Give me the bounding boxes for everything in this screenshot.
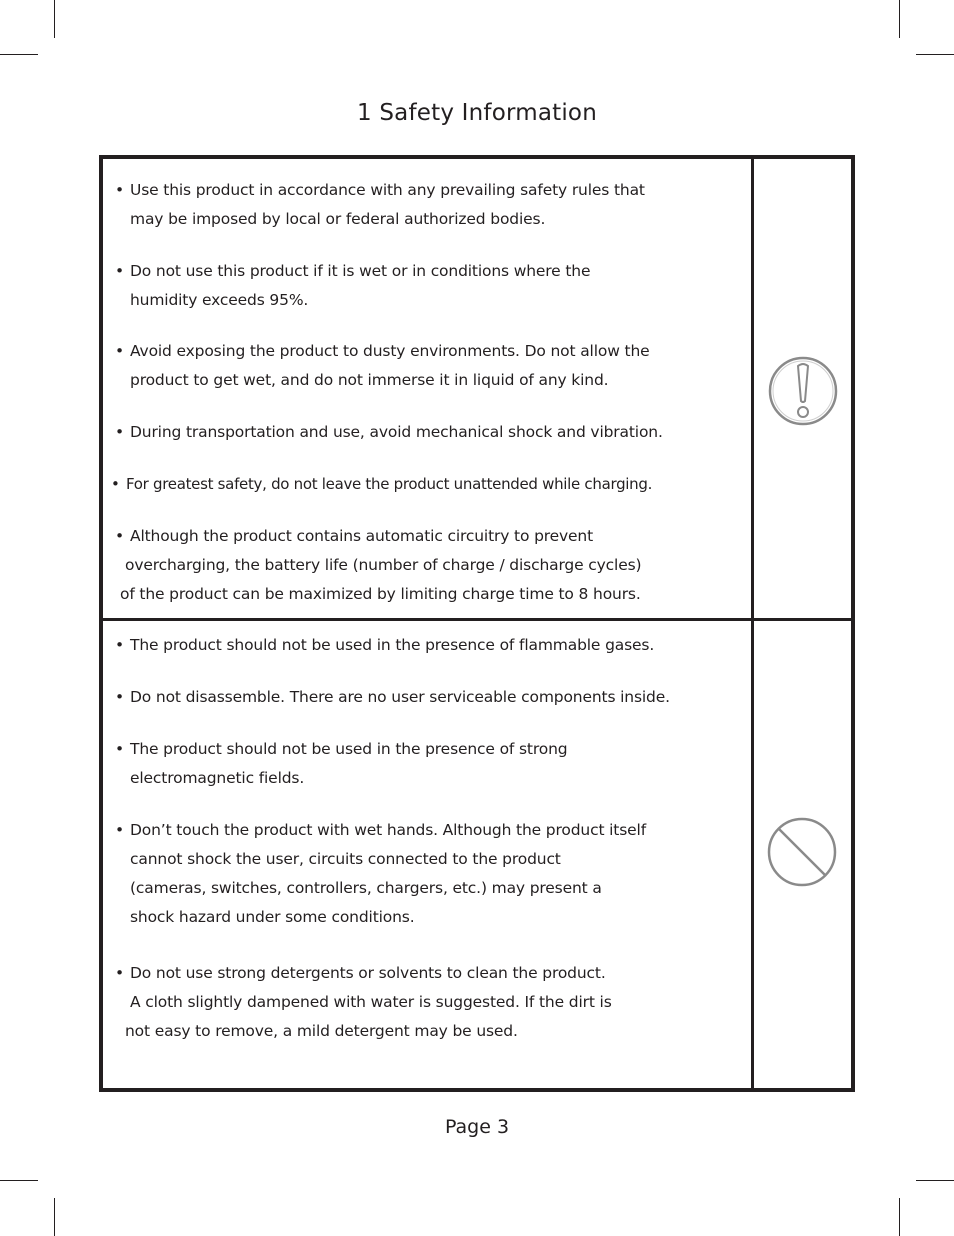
prohibition-list bbox=[103, 621, 749, 1088]
crop-mark bbox=[916, 1180, 954, 1181]
page-title: 1 Safety Information bbox=[357, 100, 597, 126]
list-item: • Do not disassemble. There are no user serviceable components inside. bbox=[115, 683, 670, 712]
crop-mark bbox=[916, 54, 954, 55]
caution-icon-cell bbox=[754, 159, 851, 618]
list-item: • For greatest safety, do not leave the product unattended while charging. bbox=[111, 470, 652, 499]
list-item: • Avoid exposing the product to dusty environments. Do not allow the product to get wet, and do not immerse it in liquid of any kind. bbox=[115, 337, 650, 395]
safety-table bbox=[99, 155, 855, 1092]
list-item: • Do not use this product if it is wet or in conditions where the humidity exceeds 95%. bbox=[115, 257, 590, 315]
crop-mark bbox=[54, 1198, 55, 1236]
crop-mark bbox=[899, 0, 900, 38]
list-item: • Although the product contains automatic circuitry to prevent overcharging, the battery life (number of charge / discharge cycles) of the product can be maximized by limiting charge time to 8 hours. bbox=[115, 522, 641, 609]
caution-section bbox=[103, 159, 851, 621]
crop-mark bbox=[0, 1180, 38, 1181]
crop-mark bbox=[54, 0, 55, 38]
list-item: • Use this product in accordance with any prevailing safety rules that may be imposed by local or federal authorized bodies. bbox=[115, 176, 645, 234]
list-item: • Don’t touch the product with wet hands. Although the product itself cannot shock the user, circuits connected to the product (cameras, switches, controllers, chargers, etc.) may present a shock hazard under some conditions. bbox=[115, 816, 646, 932]
prohibition-section bbox=[103, 621, 851, 1088]
list-item: • The product should not be used in the presence of flammable gases. bbox=[115, 631, 654, 660]
list-item: • Do not use strong detergents or solvents to clean the product. A cloth slightly dampened with water is suggested. If the dirt is not easy to remove, a mild detergent may be used. bbox=[115, 959, 612, 1046]
crop-mark bbox=[0, 54, 38, 55]
prohibition-icon-cell bbox=[754, 621, 851, 1088]
crop-mark bbox=[899, 1198, 900, 1236]
exclamation-circle-icon bbox=[767, 355, 839, 427]
caution-list bbox=[103, 159, 749, 618]
page-number: Page 3 bbox=[444, 1116, 510, 1138]
prohibited-icon bbox=[766, 816, 838, 888]
list-item: • The product should not be used in the presence of strong electromagnetic fields. bbox=[115, 735, 567, 793]
list-item: • During transportation and use, avoid mechanical shock and vibration. bbox=[115, 418, 663, 447]
